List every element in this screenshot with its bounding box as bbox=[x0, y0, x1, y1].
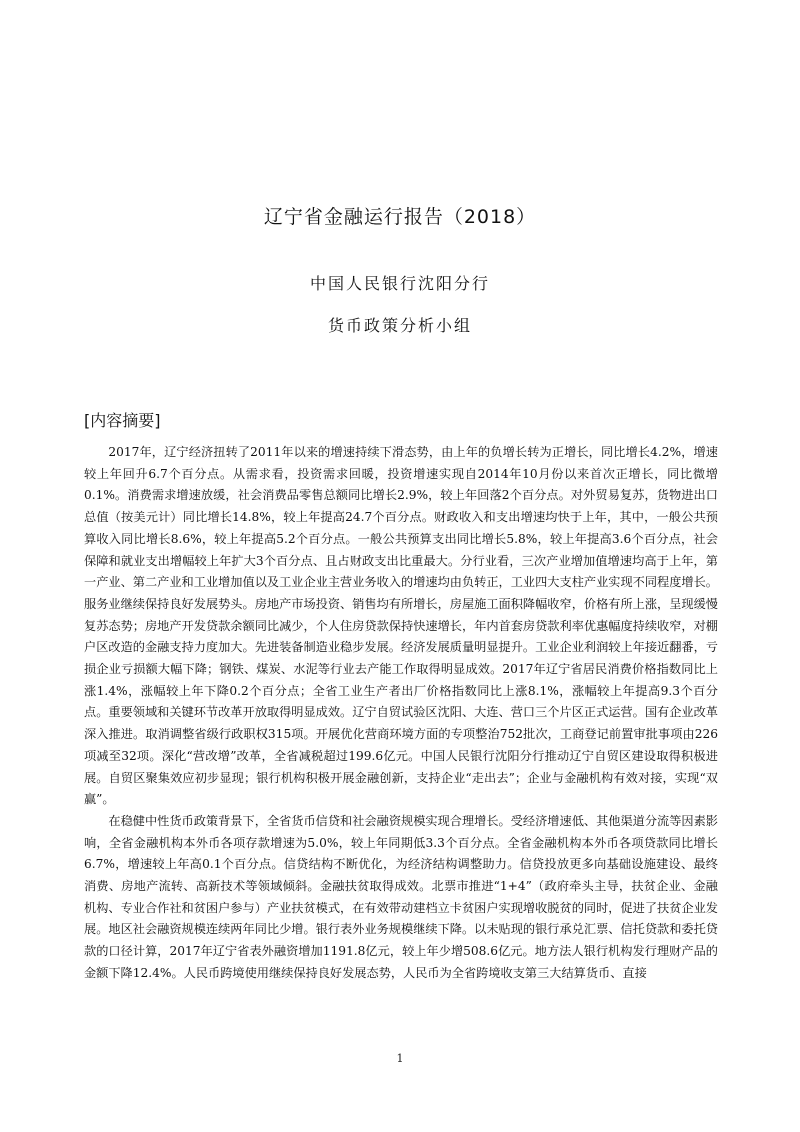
paragraph: 在稳健中性货币政策背景下，全省货币信贷和社会融资规模实现合理增长。受经济增速低、其他渠道分流等因素影响，全省金融机构本外币各项存款增速为5.0%，较上年同期低3.3个百分点。全省金融机构本外币各项贷款同比增长6.7%，增速较上年高0.1个百分点。信贷结构不断优化，为经济结构调整助力。信贷投放更多向基础设施建设、最终消费、房地产流转、高新技术等领域倾斜。金融扶贫取得成效。北票市推进“1+4”（政府牵头主导，扶贫企业、金融机构、专业合作社和贫困户参与）产业扶贫模式，在有效带动建档立卡贫困户实现增收脱贫的同时，促进了扶贫企业发展。地区社会融资规模连续两年同比少增。银行表外业务规模继续下降。以未贴现的银行承兑汇票、信托贷款和委托贷款的口径计算，2017年辽宁省表外融资增加1191.8亿元，较上年少增508.6亿元。地方法人银行机构发行理财产品的金额下降12.4%。人民币跨境使用继续保持良好发展态势，人民币为全省跨境收支第三大结算货币、直接 bbox=[84, 813, 718, 980]
abstract-body bbox=[84, 442, 718, 985]
author-line: 中国人民银行沈阳分行 bbox=[309, 274, 490, 293]
page-number: 1 bbox=[396, 1052, 404, 1065]
group-line: 货币政策分析小组 bbox=[327, 316, 472, 335]
section-heading-abstract: [内容摘要] bbox=[84, 411, 161, 430]
report-title: 辽宁省金融运行报告（2018） bbox=[263, 206, 537, 228]
paragraph: 2017年，辽宁经济扭转了2011年以来的增速持续下滑态势，由上年的负增长转为正增长，同比增长4.2%，增速较上年回升6.7个百分点。从需求看，投资需求回暖，投资增速实现自2014年10月份以来首次正增长，同比微增0.1%。消费需求增速放缓，社会消费品零售总额同比增长2.9%，较上年回落2个百分点。对外贸易复苏，货物进出口总值（按美元计）同比增长14.8%，较上年提高24.7个百分点。财政收入和支出增速均快于上年，其中，一般公共预算收入同比增长8.6%，较上年提高5.2个百分点。一般公共预算支出同比增长5.8%，较上年提高3.6个百分点，社会保障和就业支出增幅较上年扩大3个百分点、且占财政支出比重最大。分行业看，三次产业增加值增速均高于上年，第一产业、第二产业和工业增加值以及工业企业主营业务收入的增速均由负转正，工业四大支柱产业实现不同程度增长。服务业继续保持良好发展势头。房地产市场投资、销售均有所增长，房屋施工面积降幅收窄，价格有所上涨，呈现缓慢复苏态势；房地产开发贷款余额同比减少，个人住房贷款保持快速增长，年内首套房贷款利率优惠幅度持续收窄，对棚户区改造的金融支持力度加大。先进装备制造业稳步发展。经济发展质量明显提升。工业企业利润较上年接近翻番，亏损企业亏损额大幅下降；钢铁、煤炭、水泥等行业去产能工作取得明显成效。2017年辽宁省居民消费价格指数同比上涨1.4%，涨幅较上年下降0.2个百分点；全省工业生产者出厂价格指数同比上涨8.1%，涨幅较上年提高9.3个百分点。重要领域和关键环节改革开放取得明显成效。辽宁自贸试验区沈阳、大连、营口三个片区正式运营。国有企业改革深入推进。取消调整省级行政职权315项。开展优化营商环境方面的专项整治752批次，工商登记前置审批事项由226项减至32项。深化“营改增”改革，全省减税超过199.6亿元。中国人民银行沈阳分行推动辽宁自贸区建设取得积极进展。自贸区聚集效应初步显现；银行机构积极开展金融创新，支持企业“走出去”；企业与金融机构有效对接，实现“双赢”。 bbox=[84, 445, 718, 807]
